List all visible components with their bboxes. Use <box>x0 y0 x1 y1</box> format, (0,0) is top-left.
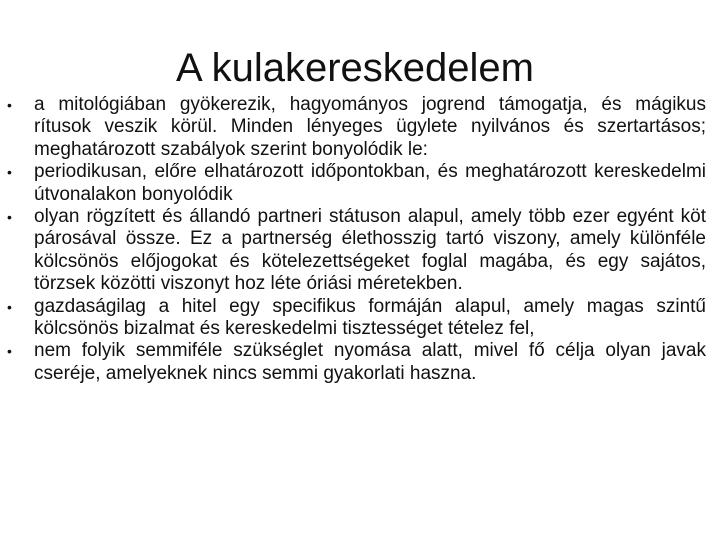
bullet-text: nem folyik semmiféle szükséglet nyomása alatt, mivel fő célja olyan javak cseréje, amelyeknek nincs semmi gyakorlati haszna. <box>34 340 706 384</box>
bullet-icon: • <box>7 97 12 113</box>
bullet-text: olyan rögzített és állandó partneri státuson alapul, amely több ezer egyént köt párosával össze. Ez a partnerség élethosszig tartó viszony, amely különféle kölcsönös előjogokat és kötelezettségeket foglal magába, és egy sajátos, törzsek közötti viszonyt hoz léte óriási méretekben. <box>34 206 706 295</box>
bullet-icon: • <box>7 298 12 315</box>
bullet-item <box>4 296 708 341</box>
bullet-text: gazdaságilag a hitel egy specifikus formáján alapul, amely magas szintű kölcsönös bizalmat és kereskedelmi tisztességet tételez fel, <box>34 295 706 340</box>
bullet-icon: • <box>7 343 12 360</box>
bullet-item <box>4 94 708 161</box>
bullet-item <box>4 206 708 296</box>
bullet-item <box>4 161 708 206</box>
slide-title: A kulakereskedelem <box>176 46 534 90</box>
bullet-list <box>4 94 708 385</box>
bullet-icon: • <box>7 164 12 181</box>
bullet-icon: • <box>7 209 12 226</box>
bullet-item <box>4 340 708 385</box>
bullet-text: periodikusan, előre elhatározott időpontokban, és meghatározott kereskedelmi útvonalakon bonyolódik <box>34 161 706 205</box>
bullet-text: a mitológiában gyökerezik, hagyományos jogrend támogatja, és mágikus rítusok veszik körül. Minden lényeges ügylete nyilvános és szertartásos; meghatározott szabályok szerint bonyolódik le: <box>34 94 706 160</box>
